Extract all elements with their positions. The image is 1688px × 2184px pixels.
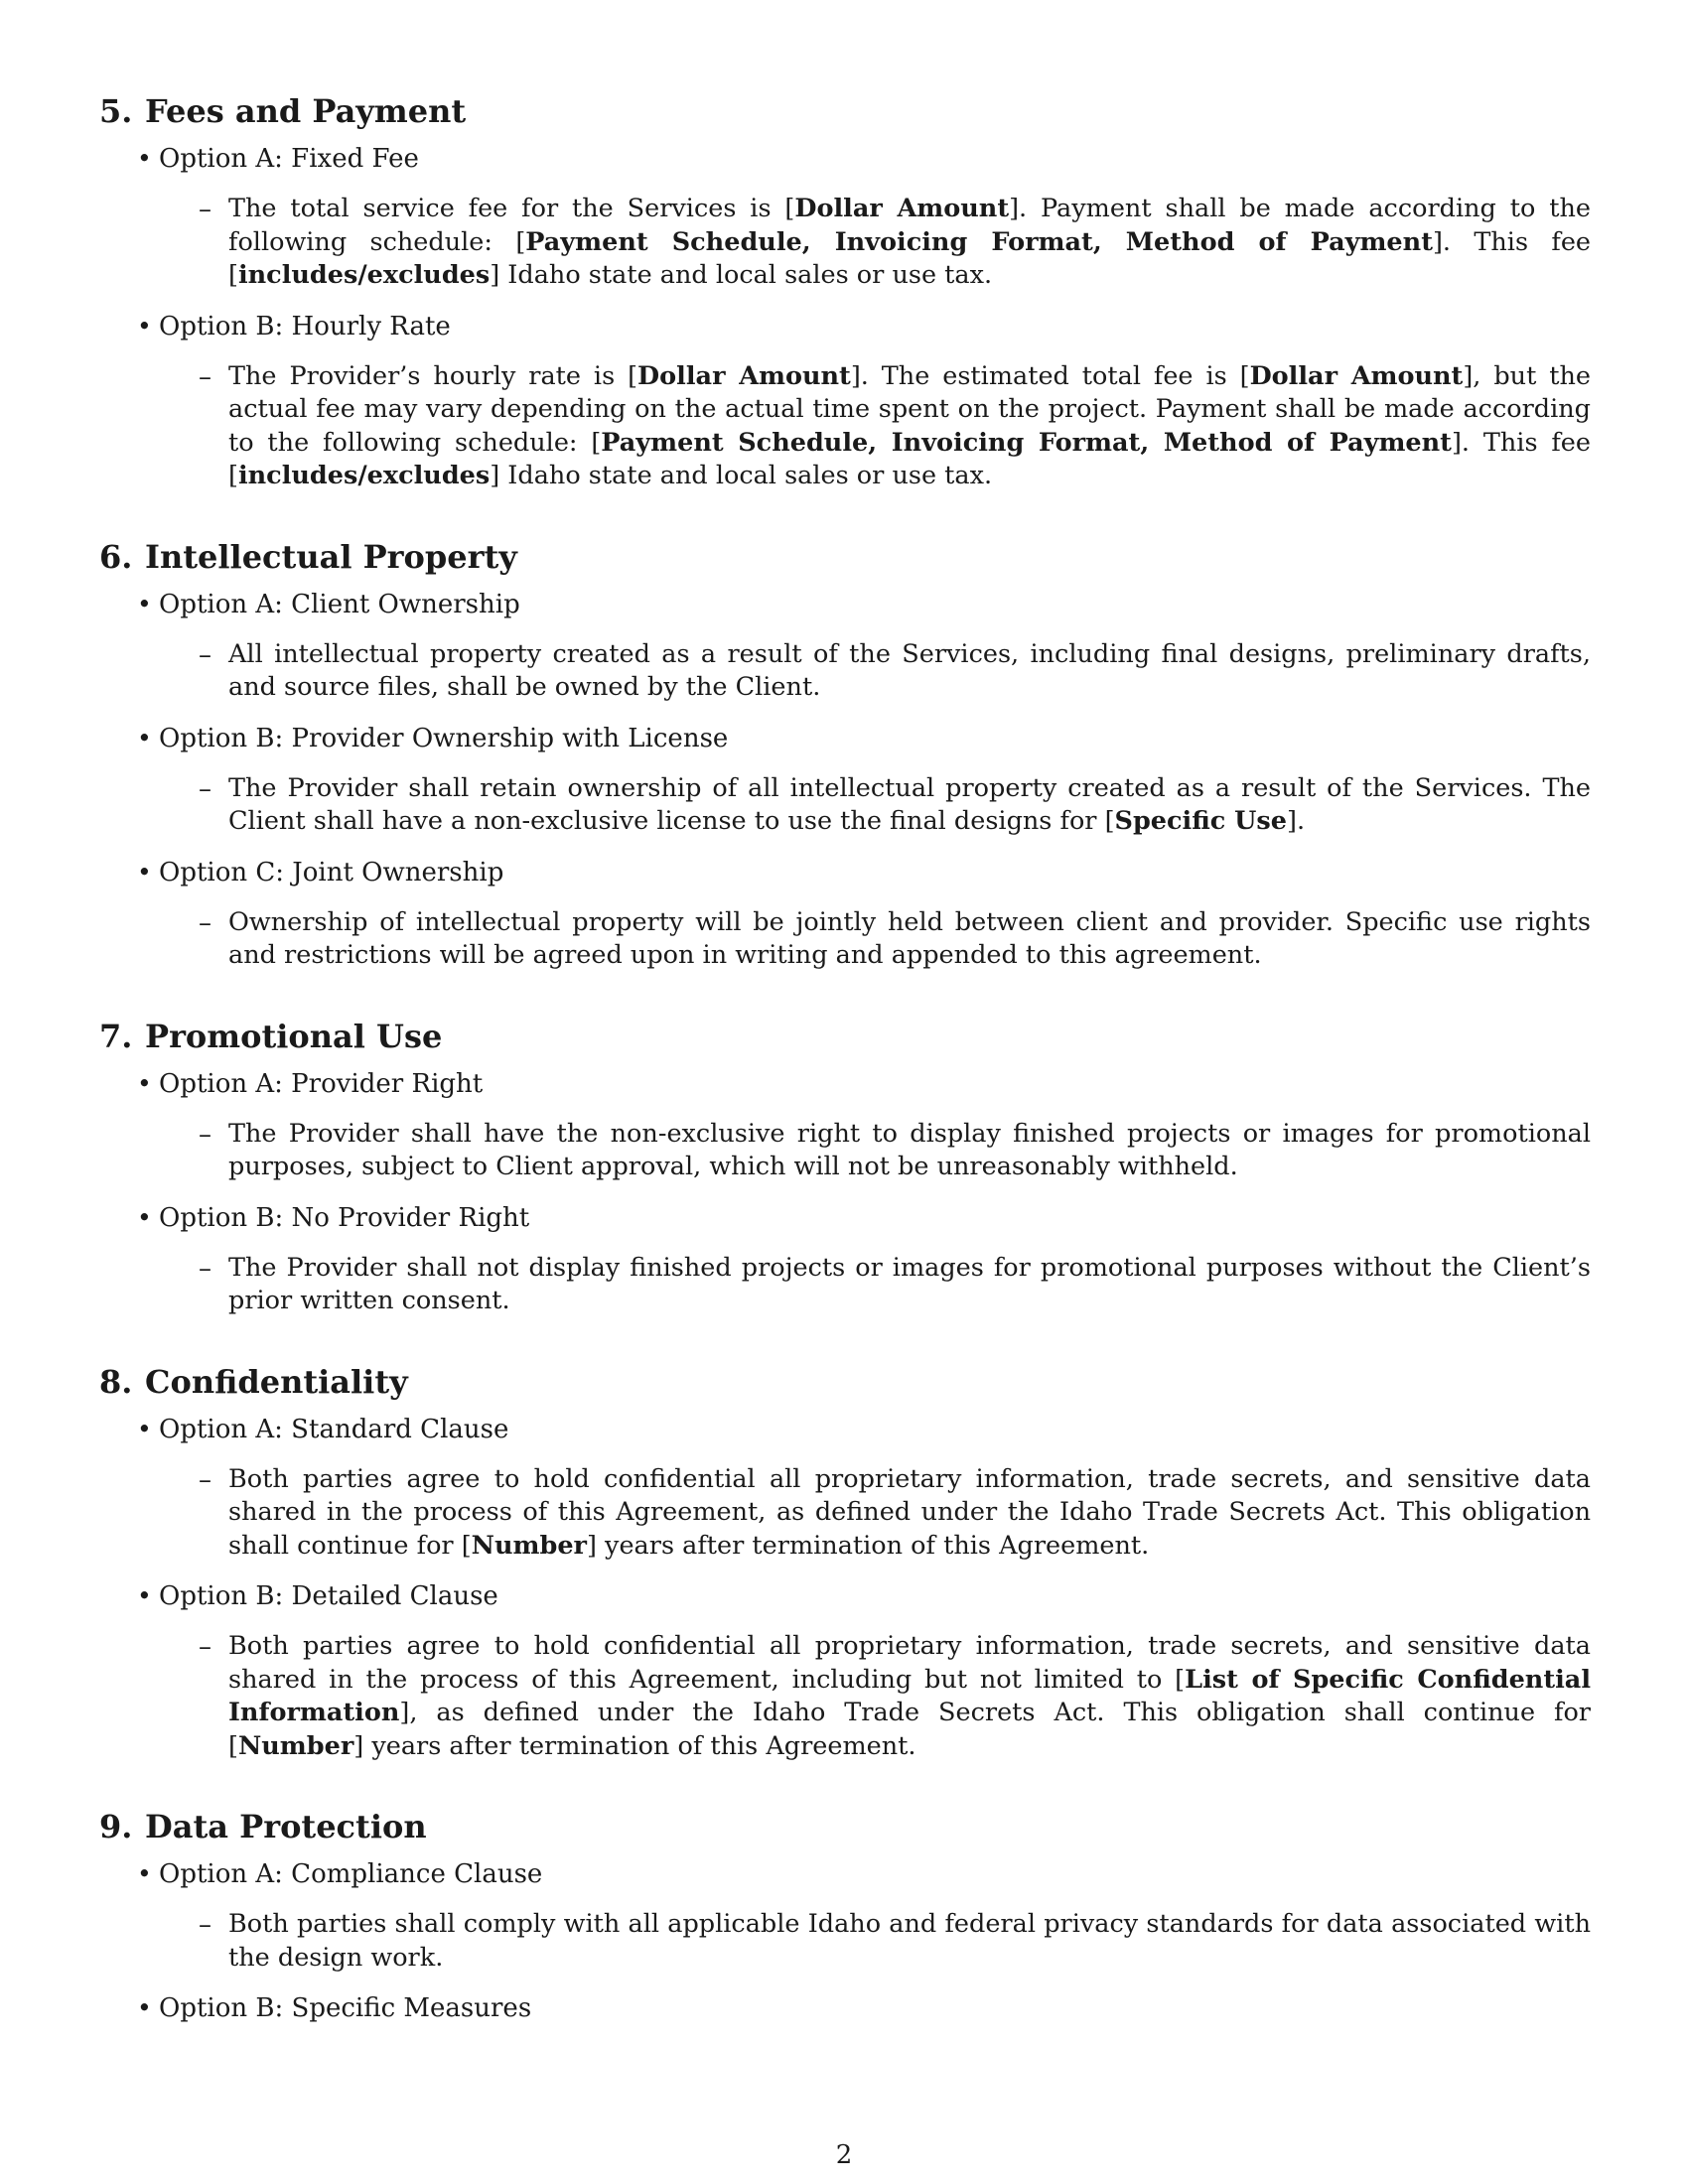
section [99,1362,1591,1764]
bullet-icon: • [137,723,152,752]
bullet-icon: • [137,1202,152,1232]
bullet-icon: • [137,857,152,887]
dash-icon: – [199,195,211,224]
section-number: 7. [99,1017,133,1055]
option-item [99,855,1591,890]
clause-fragment: ]. This fee [ [228,226,1592,290]
option-item [99,1412,1591,1447]
bullet-icon: • [137,1414,152,1443]
dash-icon: – [199,361,211,392]
section-title: Data Protection [145,1808,427,1845]
clause-fragment: Ownership of intellectual property will be jointly held between client and provider. Specific use rights and restrictions will be agreed upon in writing and appended to this agreement. [228,906,1591,970]
section-heading [99,1362,1591,1402]
clause-fragment: Both parties agree to hold confidential all proprietary information, trade secrets, and sensitive data shared in the process of this Agreement, as defined under the Idaho Trade Secrets Act. This obligation shall continue for [ [228,1463,1591,1561]
section [99,1017,1591,1318]
section [99,1807,1591,2026]
dash-icon: – [199,1632,211,1662]
clause-text [228,193,1591,293]
document-page [99,91,1591,2070]
clause-fragment: The total service fee for the Services is [ [228,194,795,223]
placeholder-field: Payment Schedule, Invoicing Format, Method of Payment [601,427,1452,458]
clause-fragment: The Provider shall not display finished projects or images for promotional purposes without the Client’s prior written consent. [228,1252,1591,1315]
bullet-icon: • [137,1068,152,1098]
option-item [99,1066,1591,1102]
option-label: Option B: Detailed Clause [159,1581,498,1611]
clause-text [228,1252,1591,1318]
bullet-icon: • [137,589,152,618]
section-number: 6. [99,537,133,576]
clause-text [228,1908,1591,1975]
option-detail [99,906,1591,973]
placeholder-field: includes/excludes [237,260,491,290]
placeholder-field: includes/excludes [237,461,491,490]
section [99,537,1591,973]
clause-fragment: ]. Payment shall be made according to the following schedule: [ [228,194,1591,257]
bullet-icon: • [137,311,152,341]
placeholder-field: Specific Use [1114,806,1287,836]
option-label: Option A: Compliance Clause [159,1859,543,1889]
option-item [99,721,1591,756]
clause-fragment: ] Idaho state and local sales or use tax. [490,461,993,490]
bullet-icon: • [137,1993,152,2022]
section-heading [99,1017,1591,1056]
option-item [99,587,1591,622]
section-number: 9. [99,1808,133,1845]
option-label: Option A: Client Ownership [159,589,520,619]
option-detail [99,1463,1591,1564]
page-number: 2 [835,2140,853,2170]
option-detail [99,1908,1591,1975]
option-item [99,1200,1591,1236]
clause-fragment: ] Idaho state and local sales or use tax. [490,260,993,290]
bullet-icon: • [137,144,152,173]
placeholder-field: List of Specific Confidential Information [228,1664,1592,1727]
dash-icon: – [199,1253,211,1284]
section-number: 5. [99,92,133,130]
clause-text [228,360,1591,493]
option-label: Option B: Hourly Rate [159,311,451,341]
option-item [99,1578,1591,1614]
option-detail [99,1118,1591,1184]
option-label: Option B: No Provider Right [159,1202,530,1233]
option-detail [99,1252,1591,1318]
clause-fragment: ], as defined under the Idaho Trade Secrets Act. This obligation shall continue for [ [228,1698,1591,1761]
placeholder-field: Dollar Amount [794,194,1010,223]
option-label: Option A: Fixed Fee [159,144,419,174]
option-detail [99,772,1591,839]
placeholder-field: Number [471,1530,587,1561]
section-title: Fees and Payment [145,92,467,130]
placeholder-field: Dollar Amount [1249,360,1464,391]
clause-fragment: ] years after termination of this Agreement. [353,1730,916,1761]
placeholder-field: Payment Schedule, Invoicing Format, Method of Payment [525,226,1433,257]
clause-fragment: The Provider shall retain ownership of all intellectual property created as a result of the Services. The Client shall have a non-exclusive license to use the final designs for [ [228,772,1591,836]
clause-fragment: Both parties shall comply with all applicable Idaho and federal privacy standards for data associated with the design work. [228,1909,1591,1973]
section [99,91,1591,493]
clause-fragment: All intellectual property created as a result of the Services, including final designs, preliminary drafts, and source files, shall be owned by the Client. [228,638,1591,702]
option-detail [99,638,1591,705]
section-title: Promotional Use [145,1017,443,1055]
bullet-icon: • [137,1581,152,1610]
placeholder-field: Number [237,1730,354,1761]
dash-icon: – [199,1464,211,1495]
clause-fragment: ]. [1287,806,1306,836]
clause-fragment: The Provider’s hourly rate is [ [228,360,638,391]
option-label: Option B: Specific Measures [159,1993,532,2023]
dash-icon: – [199,1119,211,1150]
clause-text [228,1118,1591,1184]
clause-fragment: ] years after termination of this Agreement. [587,1530,1150,1561]
clause-fragment: Both parties agree to hold confidential all proprietary information, trade secrets, and sensitive data shared in the process of this Agreement, including but not limited to [ [228,1631,1591,1695]
option-item [99,1856,1591,1892]
clause-text [228,1463,1591,1564]
option-detail [99,360,1591,493]
section-heading [99,1807,1591,1846]
clause-fragment: ]. This fee [ [228,427,1591,490]
section-number: 8. [99,1362,133,1401]
clause-text [228,906,1591,973]
placeholder-field: Dollar Amount [637,360,851,391]
option-label: Option A: Provider Right [159,1068,484,1099]
dash-icon: – [199,1910,211,1940]
dash-icon: – [199,773,211,804]
option-detail [99,1630,1591,1763]
section-title: Confidentiality [145,1362,408,1401]
option-item [99,141,1591,177]
option-label: Option B: Provider Ownership with License [159,723,729,753]
option-detail [99,193,1591,293]
option-item [99,309,1591,344]
clause-fragment: ], but the actual fee may vary depending on the actual time spent on the project. Payment shall be made according to the following schedule: [ [228,360,1591,458]
dash-icon: – [199,639,211,670]
clause-fragment: ]. The estimated total fee is [ [850,360,1250,391]
clause-fragment: The Provider shall have the non-exclusive right to display finished projects or images for promotional purposes, subject to Client approval, which will not be unreasonably withheld. [228,1118,1591,1181]
option-label: Option A: Standard Clause [159,1414,509,1444]
section-heading [99,91,1591,131]
option-item [99,1990,1591,2026]
bullet-icon: • [137,1859,152,1888]
section-heading [99,537,1591,577]
dash-icon: – [199,907,211,938]
option-label: Option C: Joint Ownership [159,857,504,887]
clause-text [228,638,1591,705]
clause-text [228,772,1591,839]
clause-text [228,1630,1591,1763]
section-title: Intellectual Property [145,537,517,576]
